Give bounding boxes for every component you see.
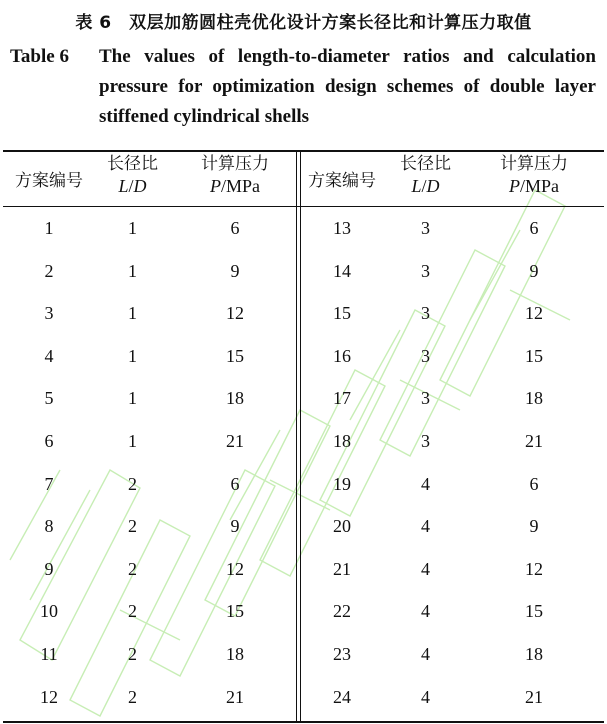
- pressure-cell: 21: [525, 686, 543, 707]
- header-ratio-left: 长径比 L/D: [107, 154, 158, 196]
- scheme-number-cell: 16: [333, 345, 351, 366]
- table-row: [0, 377, 607, 420]
- scheme-number-cell: 9: [44, 558, 54, 579]
- ratio-cell: 2: [128, 473, 137, 494]
- pressure-cell: 18: [226, 388, 244, 409]
- ratio-cell: 2: [128, 686, 137, 707]
- ratio-cell: 4: [421, 473, 430, 494]
- ratio-cell: 1: [128, 345, 137, 366]
- scheme-number-cell: 1: [44, 218, 54, 238]
- scheme-number-cell: 6: [44, 431, 54, 451]
- ratio-cell: 1: [128, 431, 137, 451]
- scheme-number-cell: 10: [40, 601, 58, 622]
- pressure-cell: 15: [525, 601, 543, 622]
- header-pressure-left: 计算压力 P/MPa: [201, 154, 269, 196]
- table-caption-english: [10, 42, 596, 132]
- scheme-number-cell: 11: [40, 644, 58, 664]
- scheme-number-cell: 20: [333, 516, 351, 537]
- table-row: [0, 676, 607, 719]
- scheme-number-cell: 13: [333, 218, 351, 238]
- ratio-cell: 3: [421, 345, 430, 366]
- ratio-cell: 3: [421, 218, 430, 238]
- table-row: [0, 292, 607, 335]
- header-ratio-right: 长径比 L/D: [400, 154, 451, 196]
- table-title-english: The values of length-to-diameter ratios and calculation pressure for optimization design schemes of double layer stiffened cylindrical shells: [99, 46, 596, 127]
- ratio-cell: 2: [128, 601, 137, 622]
- table-row: [0, 250, 607, 293]
- table-caption-chinese: 表 6 双层加筋圆柱壳优化设计方案长径比和计算压力取值: [75, 13, 532, 33]
- scheme-number-cell: 8: [44, 516, 54, 537]
- table-row: [0, 590, 607, 633]
- ratio-cell: 3: [421, 260, 430, 281]
- ratio-cell: 3: [421, 303, 430, 324]
- pressure-cell: 6: [230, 473, 240, 494]
- table-top-rule: [3, 150, 604, 152]
- table-row: [0, 463, 607, 506]
- pressure-cell: 12: [525, 558, 543, 579]
- scheme-number-cell: 24: [333, 686, 351, 707]
- scheme-number-cell: 4: [44, 345, 54, 366]
- ratio-cell: 4: [421, 516, 430, 537]
- pressure-cell: 15: [525, 345, 543, 366]
- table-number: Table 6: [10, 46, 69, 67]
- pressure-cell: 12: [226, 303, 244, 324]
- header-pressure-right: 计算压力 P/MPa: [500, 154, 568, 196]
- ratio-cell: 2: [128, 558, 137, 579]
- pressure-cell: 12: [226, 558, 244, 579]
- pressure-cell: 18: [226, 644, 244, 664]
- ratio-cell: 4: [421, 644, 430, 664]
- scheme-number-cell: 19: [333, 473, 351, 494]
- ratio-cell: 1: [128, 260, 137, 281]
- pressure-cell: 21: [525, 431, 543, 451]
- header-scheme-left: 方案编号: [15, 171, 83, 191]
- pressure-cell: 6: [529, 218, 539, 238]
- table-row: [0, 420, 607, 463]
- pressure-cell: 6: [230, 218, 240, 238]
- scheme-number-cell: 5: [44, 388, 54, 409]
- pressure-cell: 12: [525, 303, 543, 324]
- scheme-number-cell: 21: [333, 558, 351, 579]
- ratio-cell: 4: [421, 601, 430, 622]
- ratio-cell: 1: [128, 218, 137, 238]
- scheme-number-cell: 14: [333, 260, 351, 281]
- scheme-number-cell: 23: [333, 644, 351, 664]
- pressure-cell: 9: [529, 516, 539, 537]
- pressure-cell: 21: [226, 431, 244, 451]
- pressure-cell: 9: [230, 260, 240, 281]
- table-row: [0, 548, 607, 591]
- scheme-number-cell: 18: [333, 431, 351, 451]
- scheme-number-cell: 2: [44, 260, 54, 281]
- ratio-cell: 3: [421, 388, 430, 409]
- scheme-number-cell: 7: [44, 473, 54, 494]
- pressure-cell: 9: [230, 516, 240, 537]
- table-row: [0, 335, 607, 378]
- scheme-number-cell: 15: [333, 303, 351, 324]
- pressure-cell: 21: [226, 686, 244, 707]
- ratio-cell: 2: [128, 516, 137, 537]
- header-scheme-right: 方案编号: [308, 171, 376, 191]
- scheme-number-cell: 3: [44, 303, 54, 324]
- scheme-number-cell: 22: [333, 601, 351, 622]
- table-row: [0, 633, 607, 676]
- ratio-cell: 1: [128, 388, 137, 409]
- pressure-cell: 9: [529, 260, 539, 281]
- scheme-number-cell: 17: [333, 388, 351, 409]
- pressure-cell: 6: [529, 473, 539, 494]
- pressure-cell: 18: [525, 644, 543, 664]
- ratio-cell: 4: [421, 686, 430, 707]
- ratio-cell: 4: [421, 558, 430, 579]
- ratio-cell: 2: [128, 644, 137, 664]
- ratio-cell: 3: [421, 431, 430, 451]
- scheme-number-cell: 12: [40, 686, 58, 707]
- pressure-cell: 15: [226, 345, 244, 366]
- ratio-cell: 1: [128, 303, 137, 324]
- table-bottom-rule: [3, 721, 604, 723]
- pressure-cell: 18: [525, 388, 543, 409]
- table-row: [0, 505, 607, 548]
- table-row: [0, 207, 607, 250]
- pressure-cell: 15: [226, 601, 244, 622]
